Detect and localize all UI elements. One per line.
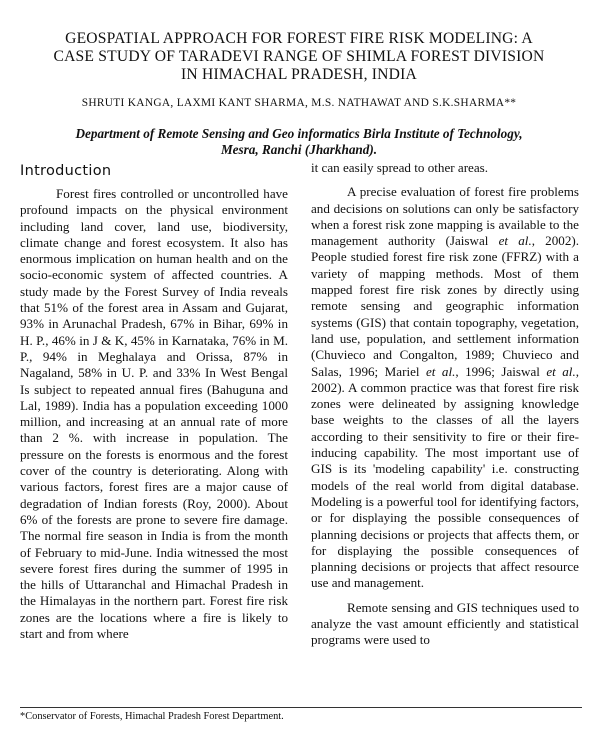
paper-title — [14, 30, 584, 84]
text-run: , 2002). People studied forest fire risk zone (FFRZ) with a variety of mapping methods. Most of them mapped forest fire risk zones by directly using remote sensing and geographic information systems (GIS) that contain topography, vegetation, land use, population, and settlement information (Chuvieco and Congalton, 1989; Chuvieco and Salas, 1996; Mariel — [311, 233, 579, 379]
section-heading: Introduction — [20, 163, 112, 179]
right-column — [311, 160, 579, 649]
body-paragraph: Remote sensing and GIS techniques used to analyze the vast amount efficiently and statistical programs were used to — [311, 599, 579, 648]
affiliation-line: Mesra, Ranchi (Jharkhand). — [220, 142, 378, 157]
footnote-divider — [20, 707, 582, 708]
et-al-italic: et al. — [498, 233, 532, 249]
body-paragraph: Forest fires controlled or uncontrolled have profound impacts on the physical environment including land cover, land use, biodiversity, climate change and forest ecosystem. It also has enormous implication on human health and on the socio-economic system of affected countries. A study made by the Forest Survey of India reveals that 51% of the forest area in Assam and Gujarat, 93% in Arunachal Pradesh, 67% in Bihar, 69% in H. P., 46% in J & K, 45% in Karnataka, 76% in M. P., 94% in Meghalaya and Orissa, 87% in Nagaland, 58% in U. P. and 33% In West Bengal Is subject to repeated annual fires (Bahuguna and Lal, 1989). India has a population exceeding 1000 million, and increasing at an annual rate of more than 2 %. with increase in population. The pressure on the forests is enormous and the forest cover of the country is deteriorating. Along with various factors, forest fires are a major cause of degradation of Indian forests (Roy, 2000). About 6% of the forests are prone to severe fire damage. The normal fire season in India is from the month of February to mid-June. India witnessed the most severe forest fires during the summer of 1995 in the hills of Uttaranchal and Himachal Pradesh in the Himalayas in the northern part. Forest fire risk zones are the locations where a fire is likely to start and from where — [20, 186, 288, 642]
left-column — [20, 162, 288, 642]
footnote: *Conservator of Forests, Himachal Pradesh Forest Department. — [20, 711, 284, 722]
affiliation — [14, 126, 584, 158]
et-al-italic: et al. — [426, 363, 456, 379]
text-run: A precise evaluation of forest fire problems and decisions on solutions can only be satisfactory when a forest risk zone mapping is available to the management authority (Jaiswal — [311, 184, 579, 249]
affiliation-line: Department of Remote Sensing and Geo informatics Birla Institute of Technology, — [75, 126, 523, 141]
author-list: SHRUTI KANGA, LAXMI KANT SHARMA, M.S. NATHAWAT AND S.K.SHARMA** — [81, 97, 517, 109]
title-line: GEOSPATIAL APPROACH FOR FOREST FIRE RISK MODELING: A — [65, 30, 533, 47]
et-al-italic: et al. — [546, 363, 576, 379]
continued-text: it can easily spread to other areas. — [311, 160, 489, 175]
title-line: CASE STUDY OF TARADEVI RANGE OF SHIMLA FOREST DIVISION — [53, 48, 545, 65]
text-run: , 2002). A common practice was that forest fire risk zones were delineated by assigning knowledge base weights to the classes of all the layers according to their sensitivity to fire or their fire-inducing capability. The most important use of GIS is its 'modeling capability' i.e. constructing models of the real world from digital database. Modeling is a powerful tool for identifying factors, or for displaying the possible consequences of planning decisions or projects that affects them, or for displaying the possible consequences of planning decisions or projects that affect resource use and management. — [311, 363, 579, 591]
title-line: IN HIMACHAL PRADESH, INDIA — [181, 66, 417, 83]
body-paragraph — [311, 184, 579, 591]
text-run: , 1996; Jaiswal — [455, 363, 547, 379]
